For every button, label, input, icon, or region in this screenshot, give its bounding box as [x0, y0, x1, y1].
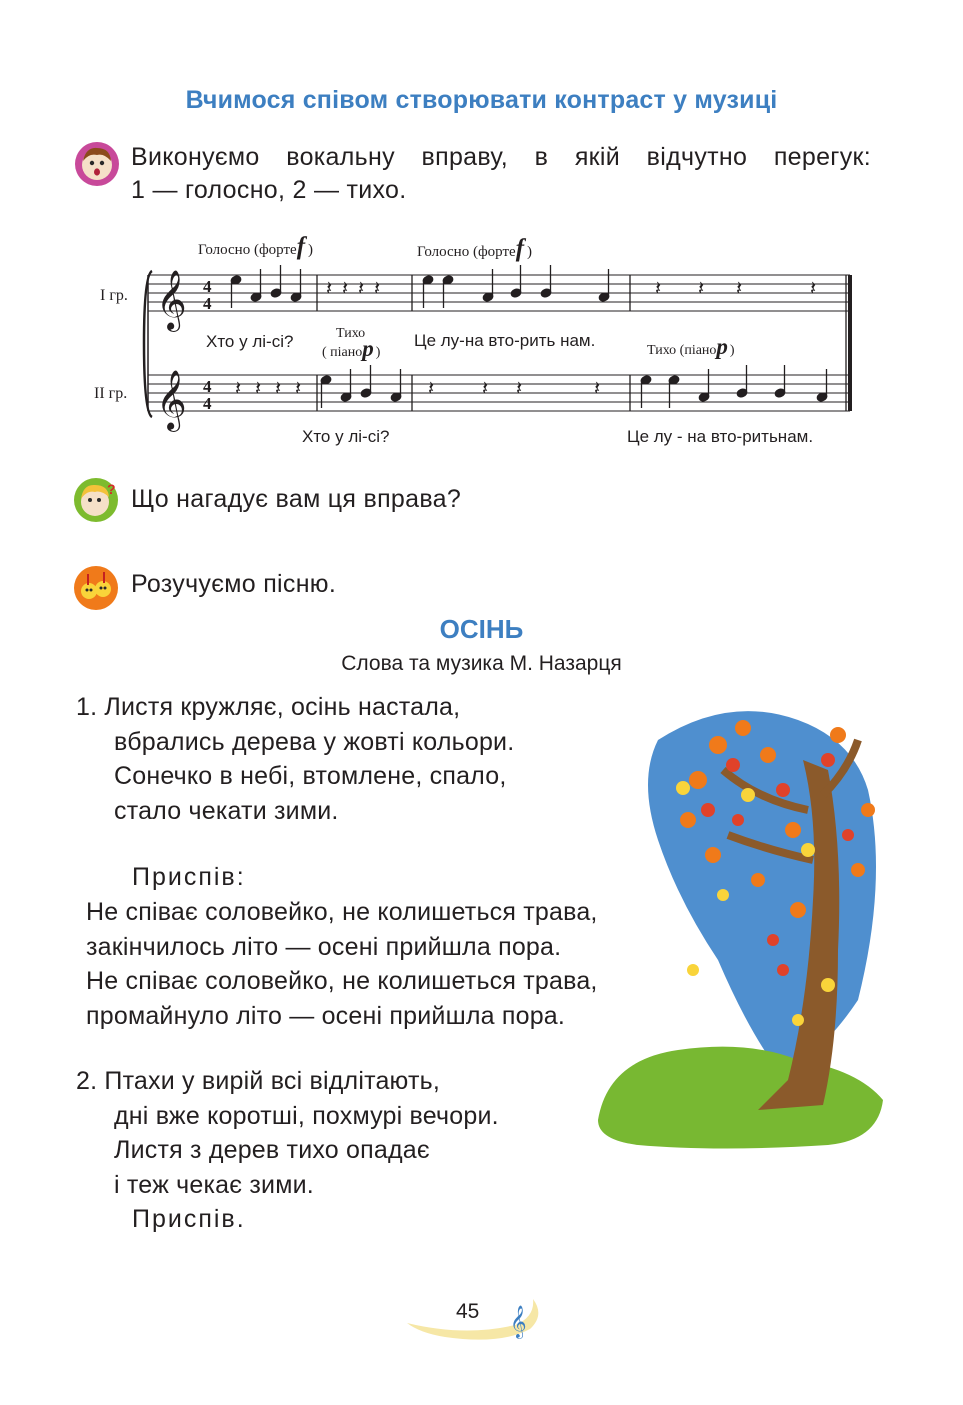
chorus-label-text: Приспів: — [132, 863, 246, 891]
lyric-4: Це лу - на вто-ритьнам. — [627, 427, 814, 446]
dynamics-forte-2 — [417, 235, 532, 263]
quarter-rest-icon: 𝄽 — [736, 276, 743, 300]
verse1-line: вбрались дерева у жовті кольори. — [114, 727, 515, 756]
music-score — [90, 225, 870, 450]
page-swoosh-decoration — [405, 1285, 555, 1345]
svg-text:?: ? — [107, 481, 116, 497]
quarter-rest-icon: 𝄽 — [358, 276, 365, 300]
quarter-rest-icon: 𝄽 — [594, 376, 601, 400]
dynamics-piano-1 — [322, 326, 380, 360]
verse-2 — [76, 1064, 499, 1237]
svg-text:4: 4 — [203, 277, 212, 296]
section-title: Вчимося співом створювати контраст у музиці — [185, 86, 778, 114]
dyn-forte-1-text: Голосно (форте — [198, 242, 297, 258]
lyric-2: Це лу-на вто-рить нам. — [414, 331, 596, 350]
quarter-rest-icon: 𝄽 — [810, 276, 817, 300]
forte-sign: f — [515, 235, 525, 262]
verse2-line: 2. Птахи у вирій всі відлітають, — [76, 1067, 440, 1095]
treble-clef-icon: 𝄞 — [156, 270, 187, 330]
quarter-rest-icon: 𝄽 — [326, 276, 333, 300]
task2-text: Що нагадує вам ця вправа? — [131, 485, 462, 513]
song-title: ОСІНЬ — [439, 614, 524, 644]
task1-line2: 1 — голосно, 2 — тихо. — [131, 176, 407, 204]
paren: ) — [729, 343, 735, 358]
group2-label: ІІ гр. — [94, 385, 128, 402]
quarter-rest-icon: 𝄽 — [428, 376, 435, 400]
chorus-line: Не співає соловейко, не колишеться трава, — [86, 898, 598, 926]
paren: ) — [308, 242, 314, 258]
chorus-line: промайнуло літо — осені прийшла пора. — [86, 1001, 566, 1030]
piano-sign: p — [362, 336, 374, 361]
paren: ) — [375, 345, 381, 360]
svg-text:4: 4 — [203, 377, 212, 396]
song-author: Слова та музика М. Назарця — [341, 652, 622, 675]
verse1-line: 1. Листя кружляє, осінь настала, — [76, 693, 461, 721]
staff-1-lines — [148, 275, 850, 311]
svg-text:4: 4 — [203, 294, 212, 313]
verse1-line: стало чекати зими. — [114, 796, 339, 825]
quarter-rest-icon: 𝄽 — [374, 276, 381, 300]
quarter-rest-icon: 𝄽 — [255, 376, 262, 400]
quarter-rest-icon: 𝄽 — [295, 376, 302, 400]
task1-line1: Виконуємо вокальну вправу, в якій відчутно перегук: — [131, 143, 871, 171]
boy-singing-icon — [74, 141, 120, 187]
dyn-forte-2-text: Голосно (форте — [417, 244, 516, 260]
lyric-3: Хто у лі-сі? — [302, 427, 390, 446]
page-number: 45 — [456, 1300, 480, 1323]
quarter-rest-icon: 𝄽 — [698, 276, 705, 300]
verse2-line: дні вже коротші, похмурі вечори. — [114, 1101, 499, 1130]
chorus-ref: Приспів. — [132, 1205, 246, 1233]
quarter-rest-icon: 𝄽 — [235, 376, 242, 400]
treble-clef-icon: 𝄞 — [156, 370, 187, 430]
treble-clef-icon: 𝄞 — [510, 1305, 527, 1338]
dynamics-forte-1 — [198, 233, 313, 261]
verse-1 — [76, 690, 514, 828]
verse2-line: і теж чекає зими. — [114, 1170, 314, 1199]
forte-sign: f — [296, 233, 306, 260]
dynamics-piano-2 — [647, 334, 735, 360]
quarter-rest-icon: 𝄽 — [482, 376, 489, 400]
verse2-line: Листя з дерев тихо опадає — [114, 1136, 430, 1164]
thinking-child-icon — [73, 477, 119, 523]
autumn-tree-illustration — [598, 700, 898, 1155]
group1-label: І гр. — [100, 287, 128, 304]
quarter-rest-icon: 𝄽 — [516, 376, 523, 400]
singing-notes-icon — [73, 565, 119, 611]
quarter-rest-icon: 𝄽 — [275, 376, 282, 400]
dyn-piano-1-b: ( піано — [322, 345, 363, 360]
piano-sign: p — [716, 334, 728, 359]
lyric-1: Хто у лі-сі? — [206, 332, 294, 351]
quarter-rest-icon: 𝄽 — [655, 276, 662, 300]
chorus — [86, 895, 598, 1033]
svg-text:4: 4 — [203, 394, 212, 413]
dyn-piano-1-a: Тихо — [336, 326, 366, 341]
verse1-line: Сонечко в небі, втомлене, спало, — [114, 762, 507, 790]
chorus-line: закінчилось літо — осені прийшла пора. — [86, 932, 562, 961]
chorus-label — [76, 860, 246, 895]
chorus-line: Не співає соловейко, не колишеться трава, — [86, 967, 598, 995]
quarter-rest-icon: 𝄽 — [342, 276, 349, 300]
task1-text — [131, 141, 871, 207]
dyn-piano-2-text: Тихо (піано — [647, 343, 717, 358]
paren: ) — [527, 244, 533, 260]
task3-text: Розучуємо пісню. — [131, 570, 337, 598]
